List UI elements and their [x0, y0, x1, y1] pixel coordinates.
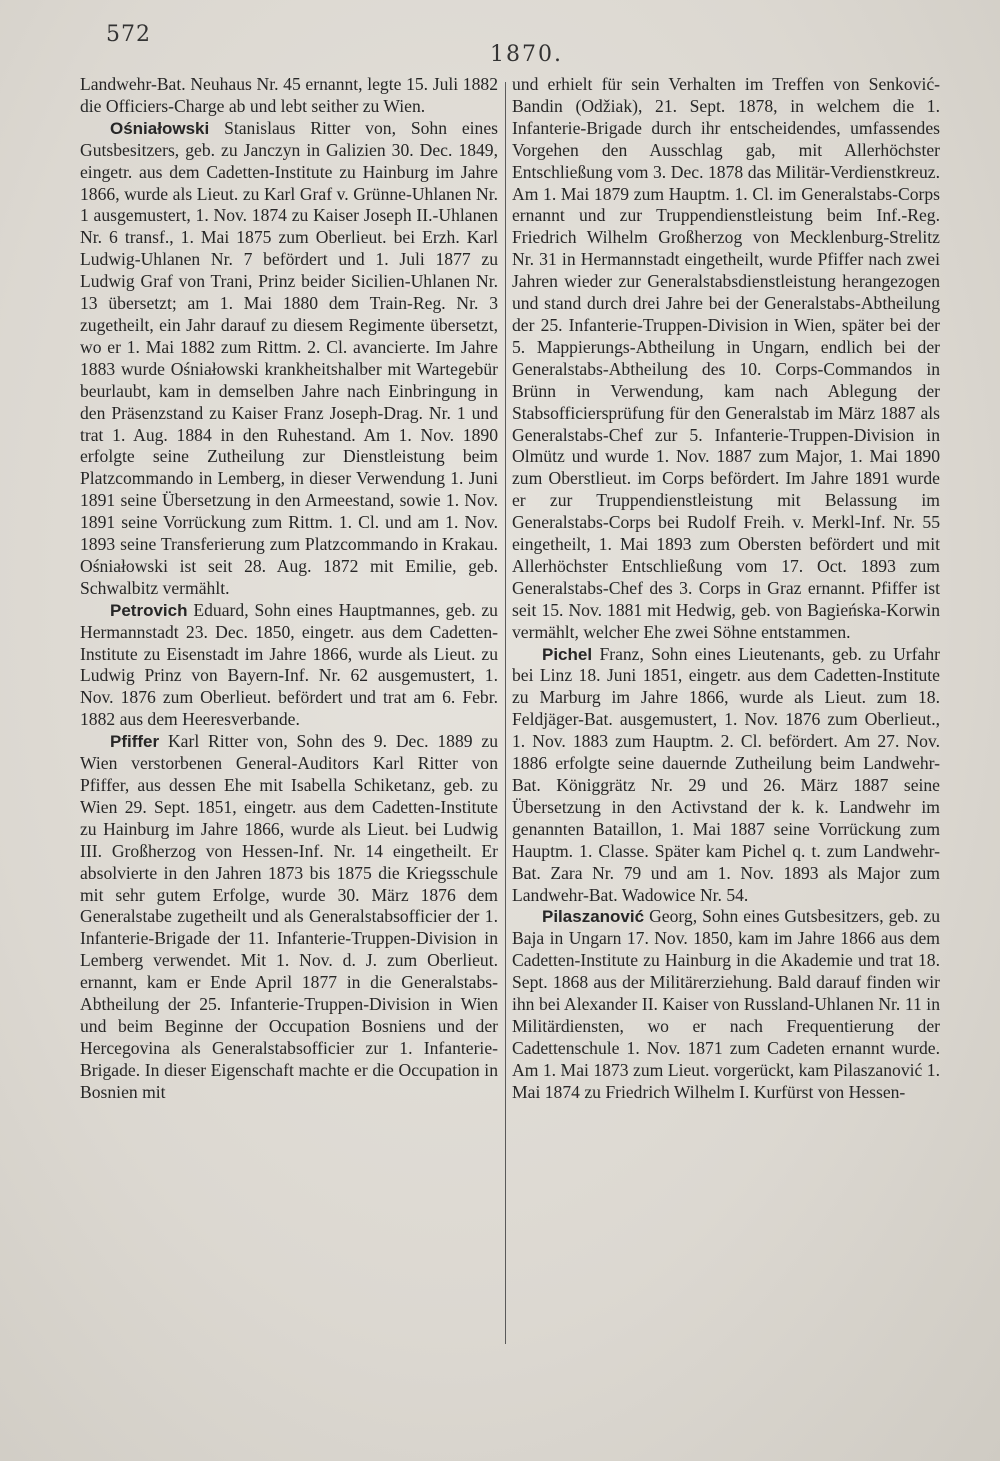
entry-surname: Pfiffer: [110, 732, 160, 752]
left-column: [80, 74, 498, 1104]
biography-entry: [80, 731, 498, 1103]
column-divider: [505, 82, 506, 1344]
entry-surname: Pilaszanović: [542, 907, 645, 927]
entry-text: Franz, Sohn eines Lieutenants, geb. zu Urfahr bei Linz 18. Juni 1851, eingetr. aus dem Cadetten-Institute zu Marburg im Jahre 1866, wurde als Lieut. zum 18. Feldjäger-Bat. ausgemustert, 1. Nov. 1876 zum Oberlieut., 1. Nov. 1883 zum Hauptm. 2. Cl. befördert. Am 27. Nov. 1886 erfolgte seine dauernde Zutheilung beim Landwehr-Bat. Königgrätz Nr. 29 und 26. März 1887 seine Übersetzung in den Activstand der k. k. Landwehr im genannten Bataillon, 1. Mai 1887 seine Vorrückung zum Hauptm. 1. Classe. Später kam Pichel q. t. zum Landwehr-Bat. Zara Nr. 79 und am 1. Nov. 1893 als Major zum Landwehr-Bat. Wadowice Nr. 54.: [512, 643, 940, 905]
page-year-heading: 1870.: [490, 42, 563, 67]
right-column: [512, 74, 940, 1104]
continuation-paragraph: und erhielt für sein Verhalten im Treffen von Senković-Bandin (Odžiak), 21. Sept. 1878, in welchem die 1. Infanterie-Brigade durch ihr entscheidendes, umfassendes Vorgehen den Ausschlag gab, mit Allerhöchster Entschließung vom 3. Dec. 1878 das Militär-Verdienstkreuz. Am 1. Mai 1879 zum Hauptm. 1. Cl. im Generalstabs-Corps ernannt und zur Truppendienstleistung beim Inf.-Reg. Friedrich Wilhelm Großherzog von Mecklenburg-Strelitz Nr. 31 in Hermannstadt eingetheilt, wurde Pfiffer nach zwei Jahren wieder zur Generalstabsdienstleistung herangezogen und stand durch drei Jahre bei der Generalstabs-Abtheilung der 25. Infanterie-Truppen-Division in Wien, später bei der 5. Mappierungs-Abtheilung in Ungarn, endlich bei der Generalstabs-Abtheilung des 10. Corps-Commandos in Brünn in Verwendung, kam nach Ablegung der Stabsofficiersprüfung für den Generalstab im März 1887 als Generalstabs-Chef zur 5. Infanterie-Truppen-Division in Olmütz und wurde 1. Nov. 1887 zum Major, 1. Mai 1890 zum Oberstlieut. im Corps befördert. Im Jahre 1891 wurde er zur Truppendienstleistung mit Belassung im Generalstabs-Corps bei Rudolf Freih. v. Merkl-Inf. Nr. 55 eingetheilt, 1. Mai 1893 zum Obersten befördert und mit Allerhöchster Entschließung vom 17. Oct. 1893 zum Generalstabs-Chef des 3. Corps in Graz ernannt. Pfiffer ist seit 15. Nov. 1881 mit Hedwig, geb. von Bagieńska-Korwin vermählt, welcher Ehe zwei Söhne entstammen.: [512, 74, 940, 642]
entry-text: Karl Ritter von, Sohn des 9. Dec. 1889 zu Wien verstorbenen General-Auditors Karl Ritter von Pfiffer, aus dessen Ehe mit Isabella Schiketanz, geb. zu Wien 29. Sept. 1851, eingetr. aus dem Cadetten-Institute zu Hainburg im Jahre 1866, wurde als Lieut. bei Ludwig III. Großherzog von Hessen-Inf. Nr. 14 eingetheilt. Er absolvierte in den Jahren 1873 bis 1875 die Kriegsschule mit sehr gutem Erfolge, wurde 30. März 1876 dem Generalstabe zugetheilt und als Generalstabsofficier der 1. Infanterie-Brigade der 11. Infanterie-Truppen-Division in Lemberg verwendet. Mit 1. Nov. d. J. zum Oberlieut. ernannt, kam er Ende April 1877 in die Generalstabs-Abtheilung der 25. Infanterie-Truppen-Division in Wien und beim Beginne der Occupation Bosniens und der Hercegovina als Generalstabsofficier zur 1. Infanterie-Brigade. In dieser Eigenschaft machte er die Occupation in Bosnien mit: [80, 731, 498, 1102]
biography-entry: [512, 906, 940, 1103]
entry-text: Eduard, Sohn eines Hauptmannes, geb. zu Hermannstadt 23. Dec. 1850, eingetr. aus dem Cadetten-Institute zu Eisenstadt im Jahre 1866, wurde als Lieut. zu Ludwig Prinz von Bayern-Inf. Nr. 62 ausgemustert, 1. Nov. 1876 zum Oberlieut. befördert und trat am 6. Febr. 1882 aus dem Heeresverbande.: [80, 599, 498, 730]
entry-surname: Petrovich: [110, 600, 188, 620]
entry-text: Stanislaus Ritter von, Sohn eines Gutsbesitzers, geb. zu Janczyn in Galizien 30. Dec. 1849, eingetr. aus dem Cadetten-Institute zu Hainburg im Jahre 1866, wurde als Lieut. zu Karl Graf v. Grünne-Uhlanen Nr. 1 ausgemustert, 1. Nov. 1874 zu Kaiser Joseph II.-Uhlanen Nr. 6 transf., 1. Mai 1875 zum Oberlieut. bei Erzh. Karl Ludwig-Uhlanen Nr. 7 befördert und 1. Juli 1877 zu Ludwig Graf von Trani, Prinz beider Sicilien-Uhlanen Nr. 13 übersetzt; am 1. Mai 1880 dem Train-Reg. Nr. 3 zugetheilt, ein Jahr darauf zu diesem Regimente übersetzt, wo er 1. Mai 1882 zum Rittm. 2. Cl. avancierte. Im Jahre 1883 wurde Ośniałowski krankheitshalber mit Wartegebür beurlaubt, kam in demselben Jahre nach Einbringung in den Präsenzstand zu Kaiser Franz Joseph-Drag. Nr. 1 und trat 1. Aug. 1884 in den Ruhestand. Am 1. Nov. 1890 erfolgte seine Zutheilung zur Dienstleistung beim Platzcommando in Lemberg, in dieser Verwendung 1. Juni 1891 seine Übersetzung in den Armeestand, sowie 1. Nov. 1891 seine Vorrückung zum Rittm. 1. Cl. und am 1. Nov. 1893 seine Transferierung zum Platzcommando in Krakau. Ośniałowski ist seit 28. Aug. 1872 mit Emilie, geb. Schwalbitz vermählt.: [80, 117, 498, 598]
entry-surname: Pichel: [542, 644, 593, 664]
entry-text: Georg, Sohn eines Gutsbesitzers, geb. zu Baja in Ungarn 17. Nov. 1850, kam im Jahre 1866 aus dem Cadetten-Institute zu Hainburg in die Akademie und trat 18. Sept. 1868 aus der Militärerziehung. Bald darauf finden wir ihn bei Alexander II. Kaiser von Russland-Uhlanen Nr. 11 in Militärdiensten, wo er nach Frequentierung der Cadettenschule 1. Nov. 1871 zum Cadeten ernannt wurde. Am 1. Mai 1873 zum Lieut. vorgerückt, kam Pilaszanović 1. Mai 1874 zu Friedrich Wilhelm I. Kurfürst von Hessen-: [512, 906, 940, 1102]
continuation-paragraph: Landwehr-Bat. Neuhaus Nr. 45 ernannt, legte 15. Juli 1882 die Officiers-Charge ab und lebt seither zu Wien.: [80, 74, 498, 116]
biography-entry: [80, 600, 498, 731]
biography-entry: [512, 644, 940, 907]
biography-entry: [80, 118, 498, 600]
page-number: 572: [106, 22, 151, 47]
entry-surname: Ośniałowski: [110, 118, 210, 138]
